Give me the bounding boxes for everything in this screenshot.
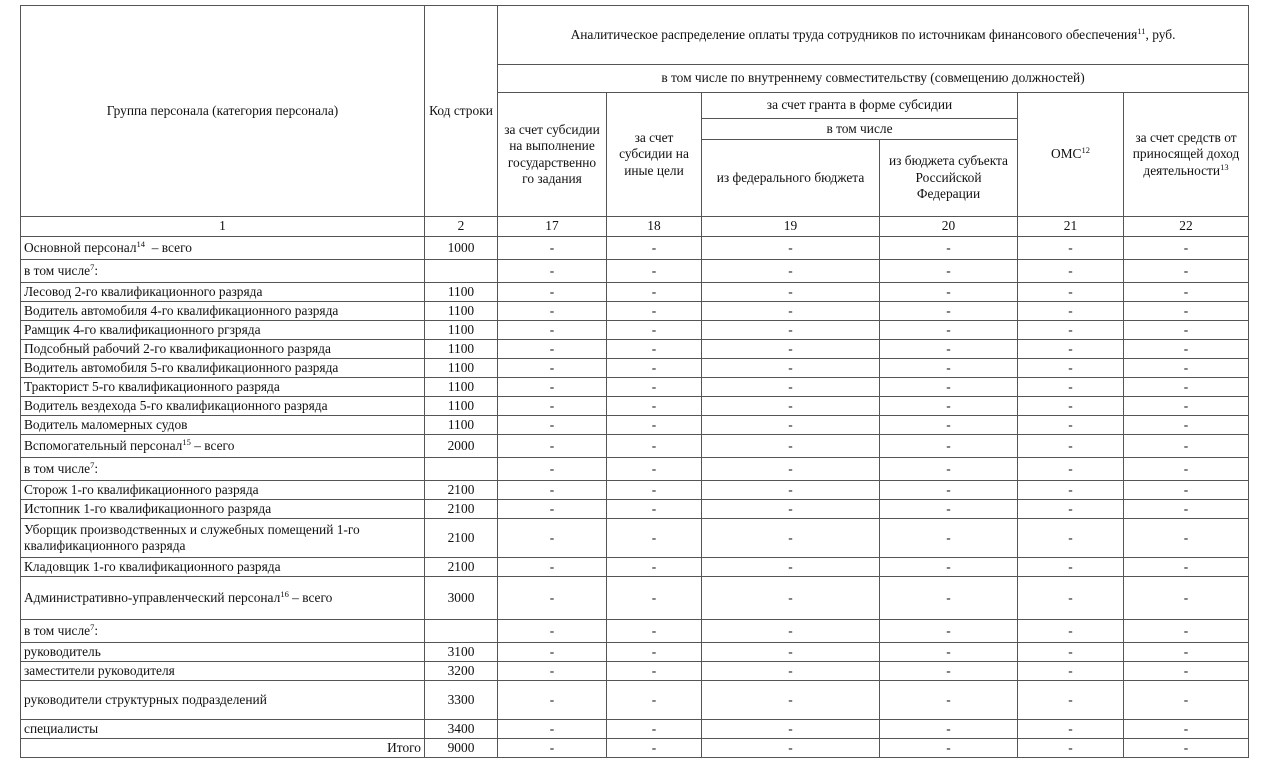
value-cell: - (880, 397, 1018, 416)
value-cell: - (607, 416, 702, 435)
value-cell: - (498, 260, 607, 283)
table-row (21, 359, 1249, 378)
table-row (21, 662, 1249, 681)
value-cell: - (498, 577, 607, 620)
row-label: Уборщик производственных и служебных помещений 1-го квалификационного разряда (21, 519, 425, 558)
table-row (21, 237, 1249, 260)
value-cell: - (880, 519, 1018, 558)
table-row (21, 302, 1249, 321)
row-label: Водитель автомобиля 5-го квалификационного разряда (21, 359, 425, 378)
value-cell: - (1124, 416, 1249, 435)
value-cell: - (880, 620, 1018, 643)
row-code: 2100 (425, 500, 498, 519)
value-cell: - (1018, 397, 1124, 416)
value-cell: - (1124, 662, 1249, 681)
col-number: 17 (498, 217, 607, 237)
row-label: Вспомогательный персонал$^{15}$ – всего (21, 435, 425, 458)
value-cell: - (1124, 302, 1249, 321)
value-cell: - (498, 302, 607, 321)
header-incl: в том числе (702, 119, 1018, 140)
value-cell: - (1124, 458, 1249, 481)
value-cell: - (702, 321, 880, 340)
row-label: Административно-управленческий персонал$^{16}$ – всего (21, 577, 425, 620)
value-cell: - (498, 340, 607, 359)
value-cell: - (607, 359, 702, 378)
table-row (21, 340, 1249, 359)
row-label: Водитель вездехода 5-го квалификационного разряда (21, 397, 425, 416)
value-cell: - (702, 359, 880, 378)
table-row (21, 720, 1249, 739)
row-code: 9000 (425, 739, 498, 758)
row-code: 1100 (425, 302, 498, 321)
row-code (425, 260, 498, 283)
value-cell: - (880, 260, 1018, 283)
header-code: Код строки (425, 6, 498, 217)
value-cell: - (607, 500, 702, 519)
row-label: Основной персонал$^{14}$ – всего (21, 237, 425, 260)
value-cell: - (702, 519, 880, 558)
value-cell: - (1018, 237, 1124, 260)
value-cell: - (1124, 558, 1249, 577)
row-code: 3400 (425, 720, 498, 739)
value-cell: - (498, 500, 607, 519)
table-row (21, 681, 1249, 720)
value-cell: - (498, 321, 607, 340)
header-col21: ОМС$^{12}$ (1018, 93, 1124, 217)
value-cell: - (880, 321, 1018, 340)
table-row (21, 397, 1249, 416)
row-label: Рамщик 4-го квалификационного ргзряда (21, 321, 425, 340)
col-number: 21 (1018, 217, 1124, 237)
value-cell: - (702, 720, 880, 739)
value-cell: - (1124, 260, 1249, 283)
row-code: 3200 (425, 662, 498, 681)
value-cell: - (702, 558, 880, 577)
value-cell: - (1018, 435, 1124, 458)
value-cell: - (607, 283, 702, 302)
value-cell: - (607, 681, 702, 720)
table-row (21, 416, 1249, 435)
row-code: 3000 (425, 577, 498, 620)
value-cell: - (880, 500, 1018, 519)
value-cell: - (1124, 620, 1249, 643)
value-cell: - (607, 739, 702, 758)
value-cell: - (607, 519, 702, 558)
value-cell: - (1018, 340, 1124, 359)
header-grant: за счет гранта в форме субсидии (702, 93, 1018, 119)
value-cell: - (1124, 720, 1249, 739)
value-cell: - (1018, 458, 1124, 481)
value-cell: - (1124, 435, 1249, 458)
value-cell: - (880, 237, 1018, 260)
value-cell: - (880, 481, 1018, 500)
value-cell: - (498, 359, 607, 378)
table-row (21, 458, 1249, 481)
value-cell: - (1018, 681, 1124, 720)
value-cell: - (498, 720, 607, 739)
row-label: Кладовщик 1-го квалификационного разряда (21, 558, 425, 577)
row-label: Истопник 1-го квалификационного разряда (21, 500, 425, 519)
value-cell: - (498, 397, 607, 416)
value-cell: - (607, 643, 702, 662)
row-label: Водитель автомобиля 4-го квалификационного разряда (21, 302, 425, 321)
value-cell: - (1124, 340, 1249, 359)
value-cell: - (702, 681, 880, 720)
row-label: Лесовод 2-го квалификационного разряда (21, 283, 425, 302)
value-cell: - (1124, 359, 1249, 378)
table-row (21, 620, 1249, 643)
value-cell: - (498, 558, 607, 577)
row-label: Тракторист 5-го квалификационного разряда (21, 378, 425, 397)
header-col20: из бюджета субъекта Российской Федерации (880, 140, 1018, 217)
col-number: 19 (702, 217, 880, 237)
row-label: в том числе$^7$: (21, 620, 425, 643)
row-code: 3100 (425, 643, 498, 662)
total-row (21, 739, 1249, 758)
value-cell: - (1018, 558, 1124, 577)
value-cell: - (607, 720, 702, 739)
value-cell: - (498, 435, 607, 458)
value-cell: - (498, 283, 607, 302)
row-code: 3300 (425, 681, 498, 720)
value-cell: - (702, 481, 880, 500)
value-cell: - (880, 340, 1018, 359)
value-cell: - (702, 577, 880, 620)
row-code: 2100 (425, 481, 498, 500)
value-cell: - (1018, 643, 1124, 662)
row-code: 1000 (425, 237, 498, 260)
row-label: Подсобный рабочий 2-го квалификационного разряда (21, 340, 425, 359)
value-cell: - (702, 302, 880, 321)
table-row (21, 321, 1249, 340)
value-cell: - (1124, 500, 1249, 519)
value-cell: - (880, 577, 1018, 620)
value-cell: - (607, 481, 702, 500)
header-analytic: Аналитическое распределение оплаты труда сотрудников по источникам финансового обеспечения$^{11}$, руб. (498, 6, 1249, 65)
row-label: заместители руководителя (21, 662, 425, 681)
row-label: Итого (21, 739, 425, 758)
value-cell: - (1018, 519, 1124, 558)
value-cell: - (1018, 500, 1124, 519)
row-label: руководители структурных подразделений (21, 681, 425, 720)
row-label: Водитель маломерных судов (21, 416, 425, 435)
value-cell: - (498, 620, 607, 643)
value-cell: - (702, 416, 880, 435)
table-row (21, 643, 1249, 662)
value-cell: - (1018, 577, 1124, 620)
row-code: 2100 (425, 519, 498, 558)
value-cell: - (1018, 359, 1124, 378)
value-cell: - (1124, 321, 1249, 340)
value-cell: - (1124, 577, 1249, 620)
value-cell: - (702, 458, 880, 481)
value-cell: - (880, 378, 1018, 397)
table-row (21, 500, 1249, 519)
value-cell: - (1018, 321, 1124, 340)
value-cell: - (880, 739, 1018, 758)
table-row (21, 283, 1249, 302)
row-label: специалисты (21, 720, 425, 739)
table-row (21, 260, 1249, 283)
value-cell: - (1018, 662, 1124, 681)
table-row (21, 378, 1249, 397)
value-cell: - (498, 378, 607, 397)
value-cell: - (1018, 378, 1124, 397)
row-code: 2100 (425, 558, 498, 577)
value-cell: - (702, 435, 880, 458)
value-cell: - (1018, 283, 1124, 302)
value-cell: - (498, 643, 607, 662)
value-cell: - (880, 416, 1018, 435)
value-cell: - (702, 620, 880, 643)
row-code: 1100 (425, 416, 498, 435)
header-col22: за счет средств от приносящей доход деятельности$^{13}$ (1124, 93, 1249, 217)
value-cell: - (498, 681, 607, 720)
value-cell: - (880, 458, 1018, 481)
row-code: 2000 (425, 435, 498, 458)
header-group: Группа персонала (категория персонала) (21, 6, 425, 217)
value-cell: - (607, 620, 702, 643)
value-cell: - (702, 237, 880, 260)
col-number: 2 (425, 217, 498, 237)
value-cell: - (880, 435, 1018, 458)
value-cell: - (1124, 397, 1249, 416)
value-cell: - (498, 416, 607, 435)
value-cell: - (607, 378, 702, 397)
value-cell: - (1018, 720, 1124, 739)
value-cell: - (702, 500, 880, 519)
row-label: в том числе$^7$: (21, 458, 425, 481)
table-row (21, 519, 1249, 558)
value-cell: - (607, 435, 702, 458)
value-cell: - (1124, 378, 1249, 397)
value-cell: - (607, 558, 702, 577)
table-row (21, 558, 1249, 577)
value-cell: - (702, 397, 880, 416)
value-cell: - (1124, 643, 1249, 662)
value-cell: - (1018, 302, 1124, 321)
value-cell: - (880, 283, 1018, 302)
value-cell: - (607, 397, 702, 416)
value-cell: - (880, 359, 1018, 378)
value-cell: - (880, 720, 1018, 739)
value-cell: - (702, 340, 880, 359)
row-code: 1100 (425, 321, 498, 340)
row-code: 1100 (425, 283, 498, 302)
row-label: руководитель (21, 643, 425, 662)
value-cell: - (607, 458, 702, 481)
header-col17: за счет субсидии на выполнение государственно го задания (498, 93, 607, 217)
value-cell: - (702, 643, 880, 662)
value-cell: - (498, 662, 607, 681)
table-row (21, 577, 1249, 620)
value-cell: - (1124, 283, 1249, 302)
document-page (20, 5, 1249, 758)
row-code: 1100 (425, 378, 498, 397)
row-code (425, 620, 498, 643)
value-cell: - (702, 662, 880, 681)
col-number: 20 (880, 217, 1018, 237)
header-internal: в том числе по внутреннему совместительству (совмещению должностей) (498, 65, 1249, 93)
payroll-distribution-table (20, 5, 1249, 758)
row-label: Сторож 1-го квалификационного разряда (21, 481, 425, 500)
table-row (21, 481, 1249, 500)
header-col19: из федерального бюджета (702, 140, 880, 217)
value-cell: - (607, 237, 702, 260)
col-number: 1 (21, 217, 425, 237)
value-cell: - (880, 681, 1018, 720)
value-cell: - (1124, 481, 1249, 500)
value-cell: - (1018, 620, 1124, 643)
value-cell: - (607, 321, 702, 340)
value-cell: - (1018, 481, 1124, 500)
row-code: 1100 (425, 397, 498, 416)
value-cell: - (607, 340, 702, 359)
row-code (425, 458, 498, 481)
column-numbers-row (21, 217, 1249, 237)
value-cell: - (702, 260, 880, 283)
row-label: в том числе$^7$: (21, 260, 425, 283)
value-cell: - (702, 283, 880, 302)
value-cell: - (498, 237, 607, 260)
value-cell: - (1124, 237, 1249, 260)
value-cell: - (1124, 739, 1249, 758)
value-cell: - (607, 577, 702, 620)
value-cell: - (880, 643, 1018, 662)
value-cell: - (1124, 681, 1249, 720)
value-cell: - (498, 481, 607, 500)
col-number: 18 (607, 217, 702, 237)
value-cell: - (880, 302, 1018, 321)
value-cell: - (498, 458, 607, 481)
value-cell: - (498, 739, 607, 758)
value-cell: - (1018, 739, 1124, 758)
value-cell: - (607, 260, 702, 283)
value-cell: - (607, 302, 702, 321)
value-cell: - (1018, 416, 1124, 435)
row-code: 1100 (425, 340, 498, 359)
value-cell: - (498, 519, 607, 558)
table-row (21, 435, 1249, 458)
col-number: 22 (1124, 217, 1249, 237)
value-cell: - (1124, 519, 1249, 558)
value-cell: - (702, 739, 880, 758)
value-cell: - (1018, 260, 1124, 283)
value-cell: - (880, 662, 1018, 681)
header-col18: за счет субсидии на иные цели (607, 93, 702, 217)
value-cell: - (607, 662, 702, 681)
row-code: 1100 (425, 359, 498, 378)
value-cell: - (880, 558, 1018, 577)
value-cell: - (702, 378, 880, 397)
